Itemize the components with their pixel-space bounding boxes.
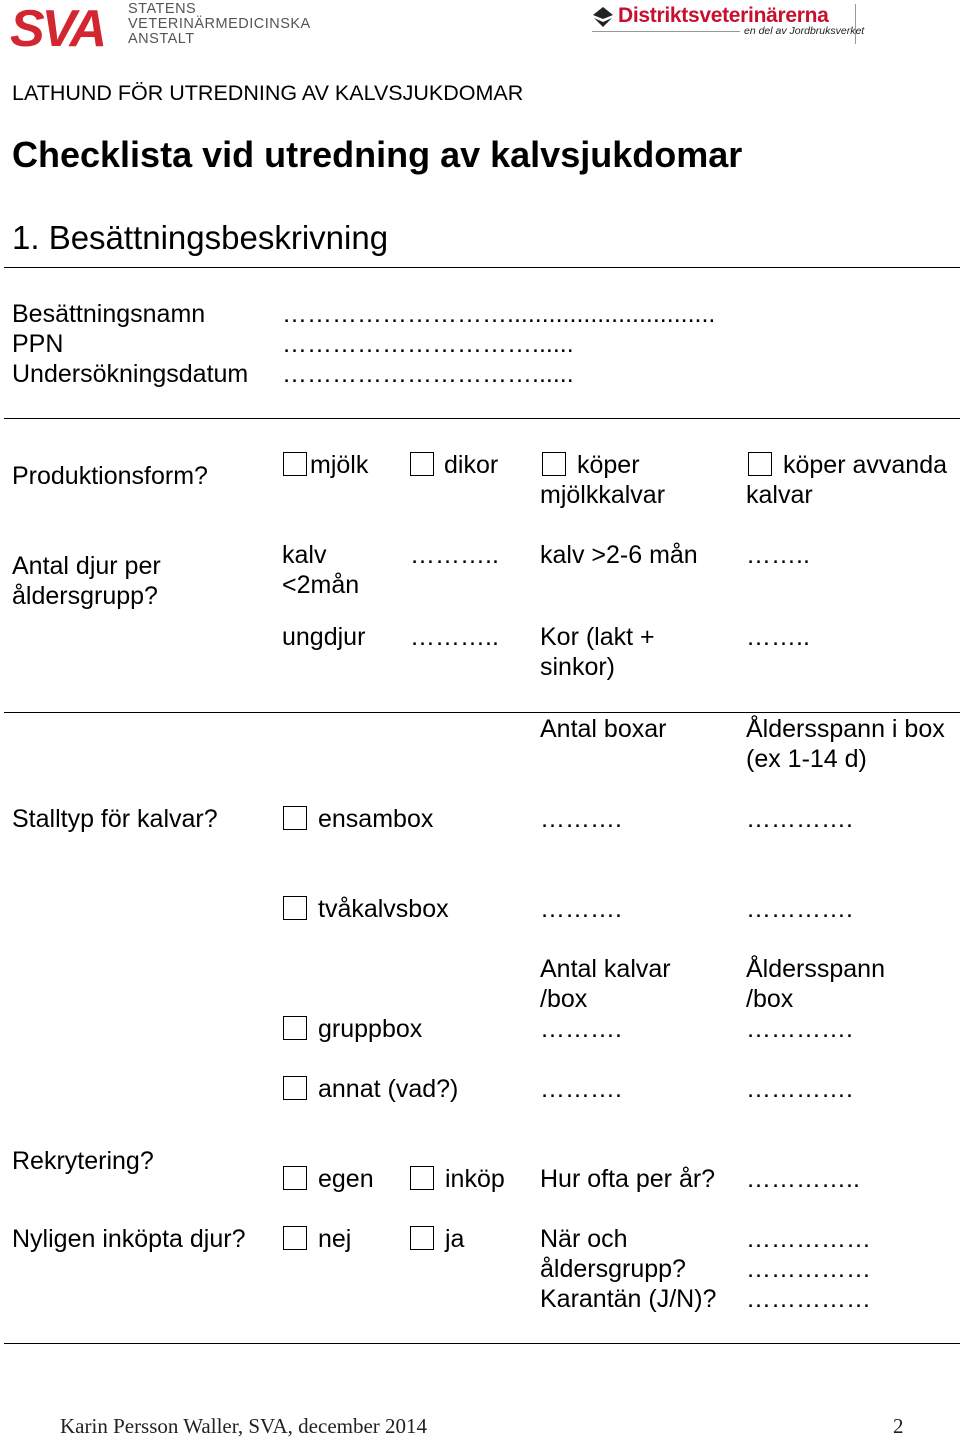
column-header-span-line1: Åldersspann <box>746 955 885 983</box>
page-number: 2 <box>893 1414 904 1438</box>
single-box-age-field[interactable]: …………. <box>746 805 853 833</box>
checkbox-other[interactable] <box>283 1076 307 1100</box>
when-label-line2: åldersgrupp? <box>540 1255 686 1283</box>
other-age-field[interactable]: …………. <box>746 1075 853 1103</box>
group-box-age-field[interactable]: …………. <box>746 1015 853 1043</box>
calf-2-6-count-field[interactable]: …….. <box>746 541 810 569</box>
column-header-boxes: Antal boxar <box>540 715 667 743</box>
herd-name-field[interactable]: ……………………….............................. <box>282 300 716 328</box>
divider-1 <box>4 267 960 268</box>
when-field-2[interactable]: …………… <box>746 1255 871 1283</box>
checkbox-pair-box[interactable] <box>283 896 307 920</box>
calf-2-6-label: kalv >2-6 mån <box>540 541 698 569</box>
housing-label: Stalltyp för kalvar? <box>12 805 218 833</box>
cows-count-field[interactable]: …….. <box>746 623 810 651</box>
sva-line-3: ANSTALT <box>128 31 195 47</box>
sva-line-2: VETERINÄRMEDICINSKA <box>128 16 311 32</box>
checkbox-purchase[interactable] <box>410 1166 434 1190</box>
frequency-field[interactable]: ………….. <box>746 1165 860 1193</box>
recruitment-label: Rekrytering? <box>12 1147 154 1175</box>
sva-logo-mark <box>10 2 120 50</box>
when-field-1[interactable]: …………… <box>746 1225 871 1253</box>
single-box-count-field[interactable]: ………. <box>540 805 622 833</box>
dv-name: Distriktsveterinärerna <box>618 4 829 27</box>
checkbox-yes[interactable] <box>410 1226 434 1250</box>
frequency-label: Hur ofta per år? <box>540 1165 716 1193</box>
cows-label-line2: sinkor) <box>540 653 616 681</box>
option-buy-weaned-line1: köper avvanda <box>783 451 948 479</box>
checkbox-buy-milk-calves[interactable] <box>542 452 566 476</box>
ppn-label: PPN <box>12 330 64 358</box>
dv-divider <box>855 4 856 44</box>
divider-2 <box>4 418 960 419</box>
column-header-span-line2: /box <box>746 985 794 1013</box>
dv-subtitle: en del av Jordbruksverket <box>744 25 865 37</box>
option-own: egen <box>318 1165 374 1193</box>
recent-purchase-label: Nyligen inköpta djur? <box>12 1225 246 1253</box>
date-label: Undersökningsdatum <box>12 360 249 388</box>
option-buy-milk-calves-line2: mjölkkalvar <box>540 481 666 509</box>
production-label: Produktionsform? <box>12 462 208 490</box>
ppn-field[interactable]: …………………………...... <box>282 330 574 358</box>
young-stock-label: ungdjur <box>282 623 366 651</box>
herd-name-label: Besättningsnamn <box>12 300 206 328</box>
dv-underline <box>592 31 740 32</box>
divider-3 <box>4 712 960 713</box>
column-header-calves-line1: Antal kalvar <box>540 955 671 983</box>
option-group-box: gruppbox <box>318 1015 423 1043</box>
pair-box-count-field[interactable]: ………. <box>540 895 622 923</box>
quarantine-field[interactable]: …………… <box>746 1285 871 1313</box>
page-title: Checklista vid utredning av kalvsjukdomar <box>12 134 743 175</box>
sva-line-1: STATENS <box>128 1 197 17</box>
option-milk: mjölk <box>310 451 369 479</box>
quarantine-label: Karantän (J/N)? <box>540 1285 717 1313</box>
young-stock-count-field[interactable]: ……….. <box>410 623 499 651</box>
option-suckler: dikor <box>444 451 499 479</box>
option-pair-box: tvåkalvsbox <box>318 895 449 923</box>
calf-count-field[interactable]: ……….. <box>410 541 499 569</box>
column-header-calves-line2: /box <box>540 985 588 1013</box>
option-buy-weaned-line2: kalvar <box>746 481 813 509</box>
option-no: nej <box>318 1225 352 1253</box>
footer-author: Karin Persson Waller, SVA, december 2014 <box>60 1414 428 1438</box>
date-field[interactable]: …………………………...... <box>282 360 574 388</box>
when-label-line1: När och <box>540 1225 628 1253</box>
checkbox-buy-weaned-calves[interactable] <box>748 452 772 476</box>
group-box-count-field[interactable]: ………. <box>540 1015 622 1043</box>
sva-logo-wordmark: SVA <box>10 2 105 50</box>
calf-label-line2: <2mån <box>282 571 360 599</box>
sva-logo-text <box>128 2 311 47</box>
checkbox-milk[interactable] <box>283 452 307 476</box>
option-purchase: inköp <box>445 1165 505 1193</box>
counts-label-line1: Antal djur per <box>12 552 161 580</box>
checkbox-suckler[interactable] <box>410 452 434 476</box>
option-buy-milk-calves-line1: köper <box>577 451 640 479</box>
option-yes: ja <box>445 1225 465 1253</box>
other-count-field[interactable]: ………. <box>540 1075 622 1103</box>
counts-label-line2: åldersgrupp? <box>12 582 158 610</box>
section-heading: 1. Besättningsbeskrivning <box>12 219 389 256</box>
checkbox-own[interactable] <box>283 1166 307 1190</box>
option-other: annat (vad?) <box>318 1075 459 1103</box>
checkbox-group-box[interactable] <box>283 1016 307 1040</box>
pair-box-age-field[interactable]: …………. <box>746 895 853 923</box>
calf-label-line1: kalv <box>282 541 327 569</box>
column-header-age-line1: Åldersspann i box <box>746 715 945 743</box>
dv-emblem-icon <box>592 6 614 28</box>
column-header-age-line2: (ex 1-14 d) <box>746 745 867 773</box>
checkbox-single-box[interactable] <box>283 806 307 830</box>
divider-4 <box>4 1343 960 1344</box>
checkbox-no[interactable] <box>283 1226 307 1250</box>
option-single-box: ensambox <box>318 805 434 833</box>
cows-label-line1: Kor (lakt + <box>540 623 655 651</box>
distriktsveterinarerna-logo <box>590 4 865 44</box>
doc-kicker: LATHUND FÖR UTREDNING AV KALVSJUKDOMAR <box>12 81 524 105</box>
